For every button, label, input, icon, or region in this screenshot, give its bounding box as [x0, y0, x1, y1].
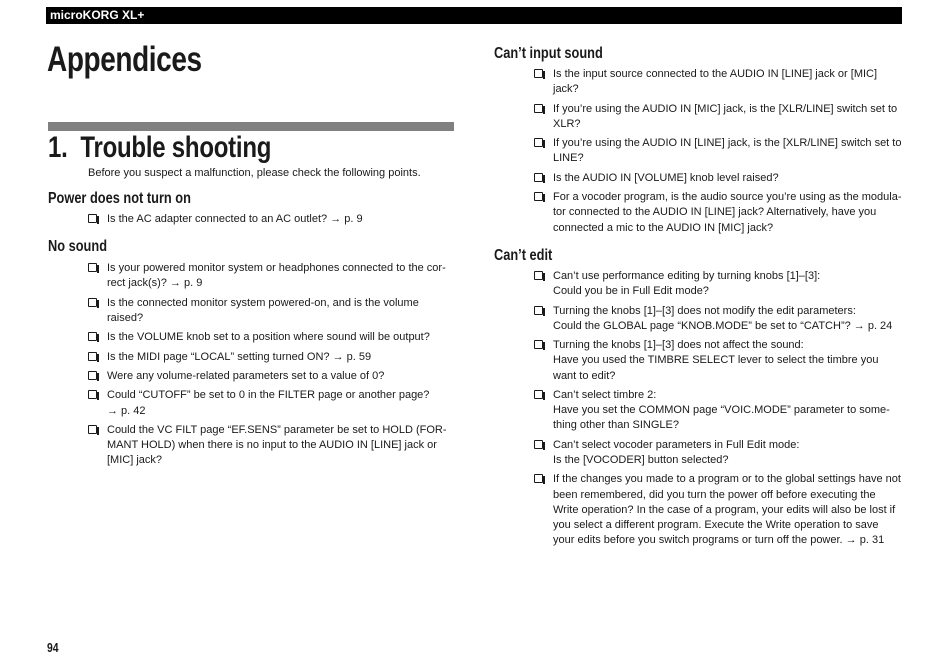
page-number: 94	[47, 640, 59, 655]
checkbox-icon	[534, 173, 543, 182]
checkbox-icon	[534, 271, 543, 280]
checkbox-icon	[88, 425, 97, 434]
checklist-item: Is the input source connected to the AUDIO IN [LINE] jack or [MIC] jack?	[534, 67, 906, 97]
power-checklist	[88, 212, 458, 231]
checkbox-icon	[88, 390, 97, 399]
checkbox-icon	[534, 69, 543, 78]
checkbox-icon	[534, 104, 543, 113]
page-title: Appendices	[47, 40, 202, 79]
checklist-item: If the changes you made to a program or to the global settings have not been remembered, did you turn the power off before executing the Write operation? In the case of a program, your edits will also be lost if you select a different program. Execute the Write operation to save your edits before you switch programs or turn off the power. → p. 31	[534, 472, 906, 548]
heading-cant-edit: Can’t edit	[494, 247, 553, 264]
checkbox-icon	[88, 332, 97, 341]
checkbox-icon	[534, 340, 543, 349]
checklist-item: Is the connected monitor system powered-on, and is the volume raised?	[88, 296, 458, 326]
no-sound-checklist	[88, 261, 458, 473]
cant-input-checklist	[534, 67, 906, 240]
checklist-item: Turning the knobs [1]–[3] does not affect the sound: Have you used the TIMBRE SELECT lever to select the timbre you want to edit?	[534, 338, 906, 384]
heading-no-sound: No sound	[48, 238, 108, 255]
checkbox-icon	[88, 214, 97, 223]
section-intro: Before you suspect a malfunction, please check the following points.	[88, 167, 421, 179]
checklist-item: Is your powered monitor system or headphones connected to the cor- rect jack(s)? → p. 9	[88, 261, 458, 291]
checklist-item: If you’re using the AUDIO IN [MIC] jack, is the [XLR/LINE] switch set to XLR?	[534, 102, 906, 132]
checklist-item: If you’re using the AUDIO IN [LINE] jack, is the [XLR/LINE] switch set to LINE?	[534, 136, 906, 166]
checklist-item: For a vocoder program, is the audio source you’re using as the modula- tor connected to the AUDIO IN [LINE] jack? Alternatively, have you connected a mic to the AUDIO IN [MIC] jack?	[534, 190, 906, 236]
checklist-item: Were any volume-related parameters set to a value of 0?	[88, 369, 458, 384]
section-rule	[48, 122, 454, 131]
checklist-item: Could the VC FILT page “EF.SENS” parameter be set to HOLD (FOR- MANT HOLD) when there is no input to the AUDIO IN [LINE] jack or [MIC] jack?	[88, 423, 458, 469]
header-bar	[46, 7, 902, 24]
checkbox-icon	[88, 352, 97, 361]
checklist-item: Is the MIDI page “LOCAL” setting turned ON? → p. 59	[88, 350, 458, 365]
checkbox-icon	[534, 390, 543, 399]
checkbox-icon	[534, 306, 543, 315]
heading-cant-input-sound: Can’t input sound	[494, 45, 603, 62]
checkbox-icon	[534, 474, 543, 483]
checkbox-icon	[88, 263, 97, 272]
checkbox-icon	[534, 440, 543, 449]
checklist-item: Is the AC adapter connected to an AC outlet? → p. 9	[88, 212, 458, 227]
checkbox-icon	[88, 371, 97, 380]
checklist-item: Could “CUTOFF” be set to 0 in the FILTER page or another page? → p. 42	[88, 388, 458, 418]
checkbox-icon	[534, 192, 543, 201]
checkbox-icon	[88, 298, 97, 307]
header-title: microKORG XL+	[50, 8, 145, 22]
checklist-item: Can’t use performance editing by turning knobs [1]–[3]: Could you be in Full Edit mode?	[534, 269, 906, 299]
heading-power: Power does not turn on	[48, 190, 191, 207]
cant-edit-checklist	[534, 269, 906, 553]
section-title: 1. Trouble shooting	[48, 131, 272, 164]
checklist-item: Is the AUDIO IN [VOLUME] knob level raised?	[534, 171, 906, 186]
checklist-item: Is the VOLUME knob set to a position where sound will be output?	[88, 330, 458, 345]
checklist-item: Can’t select vocoder parameters in Full Edit mode: Is the [VOCODER] button selected?	[534, 438, 906, 468]
checklist-item: Turning the knobs [1]–[3] does not modify the edit parameters: Could the GLOBAL page “KNOB.MODE” be set to “CATCH”? → p. 24	[534, 304, 906, 334]
checkbox-icon	[534, 138, 543, 147]
checklist-item: Can’t select timbre 2: Have you set the COMMON page “VOIC.MODE” parameter to some- thing other than SINGLE?	[534, 388, 906, 434]
